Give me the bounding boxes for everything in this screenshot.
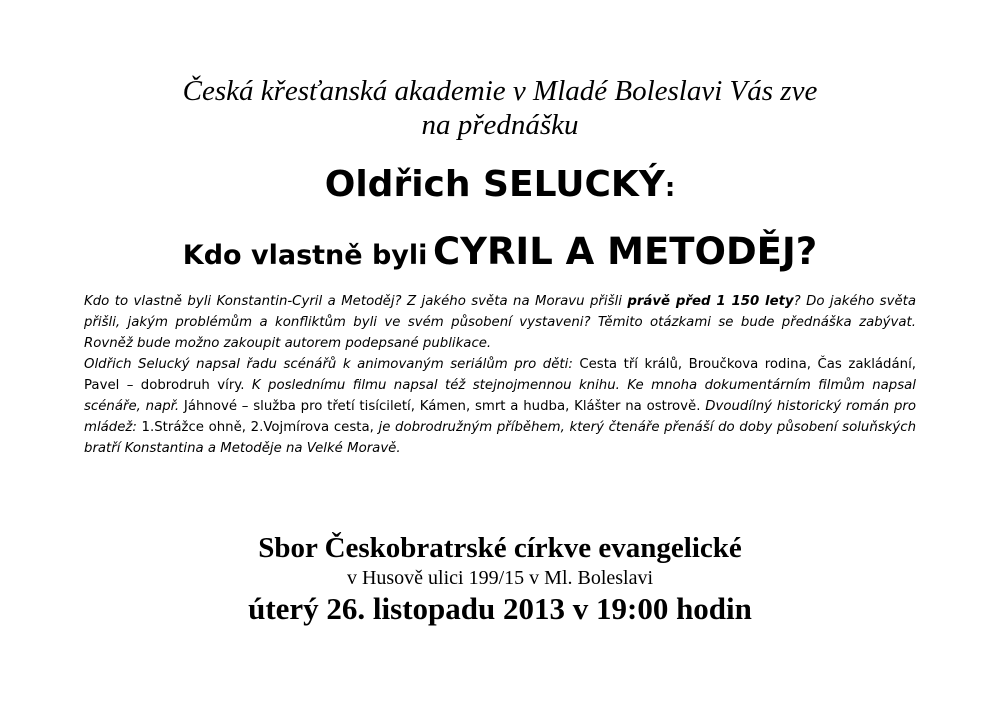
p1-text-bold: právě před 1 150 lety (627, 294, 794, 309)
lecture-title-main: CYRIL A METODĚJ? (433, 230, 818, 273)
p2-text-g: je dobrodružným příběhem, který čtenáře přenáší do doby působení soluňských bratří Konstantina a Metoděje na Velké Moravě. (84, 420, 916, 456)
p1-text-b: ? Do jakého světa přišli, jakým problémům a konfliktům byli ve svém působení vystaveni? Těmito otázkami se bude přednáška zabývat. Rovněž bude možno zakoupit autorem podepsané publikace. (84, 294, 916, 351)
lecture-title-prefix: Kdo vlastně byli (182, 240, 428, 271)
intro-line-2: na přednášku (421, 109, 579, 141)
speaker-colon: : (664, 173, 676, 203)
p2-text-c: K poslednímu filmu napsal též stejnojmennou knihu. Ke mnoha dokumentárním filmům napsal scénáře, např. (84, 378, 916, 414)
p1-text-a: Kdo to vlastně byli Konstantin-Cyril a Metoděj? Z jakého světa na Moravu přišli (84, 294, 628, 309)
lecture-title (0, 228, 1000, 283)
intro-line-1: Česká křesťanská akademie v Mladé Boleslavi Vás zve (182, 75, 818, 107)
p2-text-a: Oldřich Selucký napsal řadu scénářů k animovaným seriálům pro děti: (84, 357, 573, 372)
description-paragraph-2 (84, 354, 916, 459)
event-datetime: úterý 26. listopadu 2013 v 19:00 hodin (248, 591, 752, 626)
p2-text-e: Dvoudílný historický román pro mládež: (84, 399, 916, 435)
p2-text-d: Jáhnové – služba pro třetí tisíciletí, Kámen, smrt a hudba, Klášter na ostrově. (179, 399, 701, 414)
description-paragraph-1 (84, 291, 916, 354)
venue-address: v Husově ulici 199/15 v Ml. Boleslavi (346, 567, 654, 589)
description-text (84, 291, 916, 459)
speaker-name: Oldřich SELUCKÝ (324, 164, 665, 205)
venue-name: Sbor Českobratrské církve evangelické (258, 532, 742, 564)
p2-text-f: 1.Strážce ohně, 2.Vojmírova cesta, (136, 420, 374, 435)
p2-text-b: Cesta tří králů, Broučkova rodina, Čas zakládání, Pavel – dobrodruh víry. (84, 357, 916, 393)
speaker-name-heading (0, 163, 1000, 210)
